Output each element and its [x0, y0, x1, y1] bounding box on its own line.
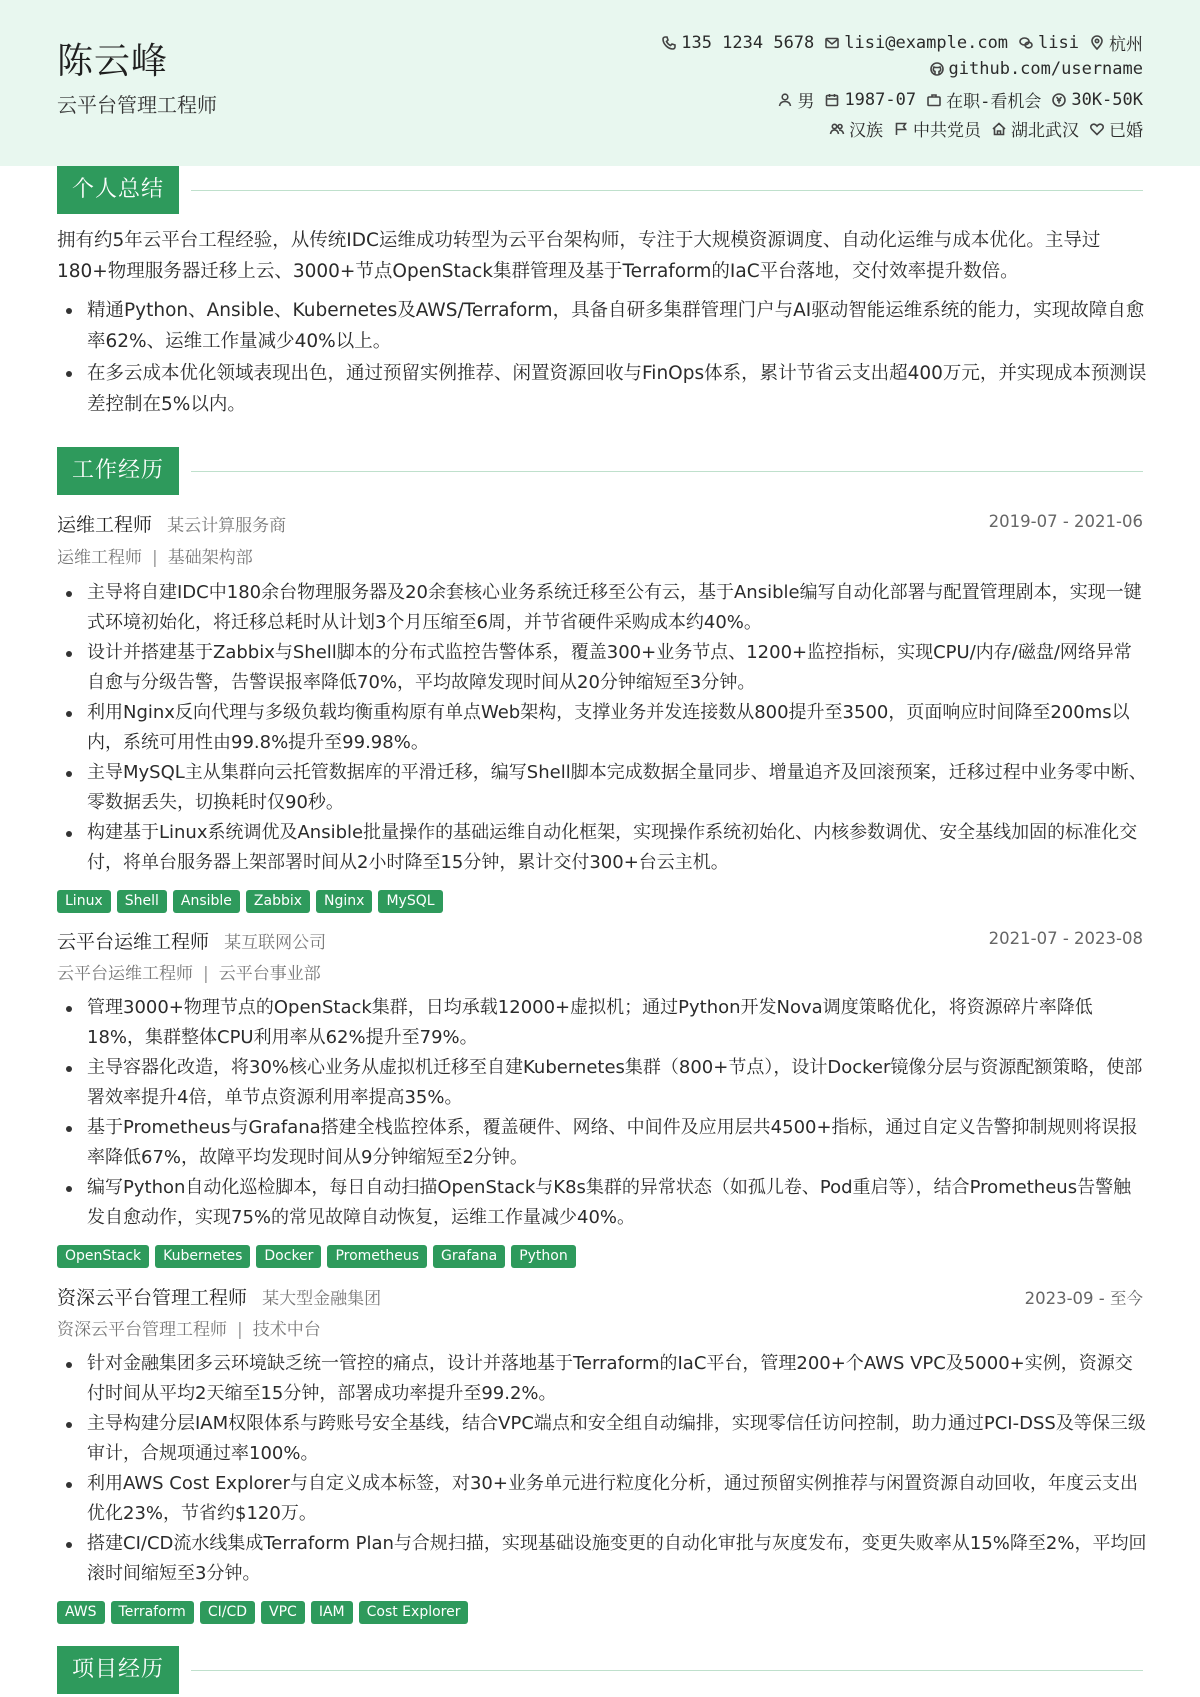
job-bullet: 主导MySQL主从集群向云托管数据库的平滑迁移，编写Shell脚本完成数据全量同步、增量追齐及回滚预案，迁移过程中业务零中断、零数据丢失，切换耗时仅90秒。 [57, 758, 1147, 818]
summary-bullets [57, 295, 1147, 420]
job-bullet: 管理3000+物理节点的OpenStack集群，日均承载12000+虚拟机；通过Python开发Nova调度策略优化，将资源碎片率降低18%，集群整体CPU利用率从62%提升至79%。 [57, 993, 1147, 1053]
skill-tag: Ansible [173, 890, 240, 913]
job-date: 2019-07 - 2021-06 [988, 512, 1143, 531]
section-projects-header [57, 1646, 1143, 1694]
job-tags [57, 1245, 576, 1268]
skill-tag: Python [511, 1245, 576, 1268]
job-position: 云平台运维工程师 [57, 964, 193, 984]
job-subline [57, 959, 321, 984]
email-item[interactable] [824, 33, 1008, 53]
candidate-title: 云平台管理工程师 [57, 93, 217, 117]
job-company: 某互联网公司 [224, 933, 327, 953]
summary-bullet: 精通Python、Ansible、Kubernetes及AWS/Terraform，具备自研多集群管理门户与AI驱动智能运维系统的能力，实现故障自愈率62%、运维工作量减少40%以上。 [57, 295, 1147, 357]
skill-tag: Zabbix [246, 890, 310, 913]
skill-tag: Shell [117, 890, 167, 913]
section-work-title: 工作经历 [57, 447, 179, 495]
section-projects-title: 项目经历 [57, 1646, 179, 1694]
job-bullet: 基于Prometheus与Grafana搭建全栈监控体系，覆盖硬件、网络、中间件及应用层共4500+指标，通过自定义告警抑制规则将误报率降低67%，故障平均发现时间从9分钟缩短至2分钟。 [57, 1113, 1147, 1173]
job-bullet: 构建基于Linux系统调优及Ansible批量操作的基础运维自动化框架，实现操作系统初始化、内核参数调优、安全基线加固的标准化交付，将单台服务器上架部署时间从2小时降至15分钟，累计交付300+台云主机。 [57, 818, 1147, 878]
job-subline [57, 543, 253, 568]
wechat-icon [1018, 35, 1034, 51]
job-bullet: 针对金融集团多云环境缺乏统一管控的痛点，设计并落地基于Terraform的IaC平台，管理200+个AWS VPC及5000+实例，资源交付时间从平均2天缩至15分钟，部署成功率提升至99.2%。 [57, 1349, 1147, 1409]
email-text: lisi@example.com [844, 32, 1009, 53]
gender-item [777, 87, 814, 112]
politics-item [893, 116, 981, 141]
gender-text: 男 [797, 92, 815, 112]
job-bullet: 主导构建分层IAM权限体系与跨账号安全基线，结合VPC端点和安全组自动编排，实现零信任访问控制，助力通过PCI-DSS及等保三级审计，合规项通过率100%。 [57, 1409, 1147, 1469]
job-header [57, 1283, 1143, 1309]
skill-tag: AWS [57, 1601, 105, 1624]
job-dept: 云平台事业部 [218, 964, 321, 984]
separator: | [203, 964, 209, 984]
flag-icon [893, 121, 909, 137]
ethnicity-text: 汉族 [849, 121, 883, 141]
marital-text: 已婚 [1109, 121, 1143, 141]
job-bullet: 利用AWS Cost Explorer与自定义成本标签，对30+业务单元进行粒度化分析，通过预留实例推荐与闲置资源自动回收，年度云支出优化23%，节省约$120万。 [57, 1469, 1147, 1529]
phone-icon [661, 35, 677, 51]
job-role: 云平台运维工程师 [57, 931, 210, 953]
job-bullet: 搭建CI/CD流水线集成Terraform Plan与合规扫描，实现基础设施变更的自动化审批与灰度发布，变更失败率从15%降至2%，平均回滚时间缩短至3分钟。 [57, 1529, 1147, 1589]
calendar-icon [824, 92, 840, 108]
skill-tag: OpenStack [57, 1245, 149, 1268]
separator: | [237, 1320, 243, 1340]
job-dept: 基础架构部 [167, 548, 253, 568]
hometown-text: 湖北武汉 [1011, 121, 1079, 141]
candidate-name: 陈云峰 [57, 41, 169, 82]
city-text: 杭州 [1109, 35, 1143, 55]
home-icon [991, 121, 1007, 137]
job-bullet: 利用Nginx反向代理与多级负载均衡重构原有单点Web架构，支撑业务并发连接数从800提升至3500，页面响应时间降至200ms以内，系统可用性由99.8%提升至99.98%。 [57, 698, 1147, 758]
job-date: 2023-09 - 至今 [1024, 1289, 1143, 1308]
job-bullets [57, 993, 1147, 1233]
section-work-header [57, 447, 1143, 495]
section-divider [191, 190, 1143, 191]
job-bullet: 编写Python自动化巡检脚本，每日自动扫描OpenStack与K8s集群的异常状态（如孤儿卷、Pod重启等），结合Prometheus告警触发自愈动作，实现75%的常见故障自动恢复，运维工作量减少40%。 [57, 1173, 1147, 1233]
job-position: 资深云平台管理工程师 [57, 1320, 227, 1340]
heart-icon [1089, 121, 1105, 137]
job-position: 运维工程师 [57, 548, 142, 568]
separator: | [152, 548, 158, 568]
skill-tag: Nginx [316, 890, 372, 913]
briefcase-icon [926, 92, 942, 108]
summary-intro: 拥有约5年云平台工程经验，从传统IDC运维成功转型为云平台架构师，专注于大规模资源调度、自动化运维与成本优化。主导过180+物理服务器迁移上云、3000+节点OpenStack集群管理及基于Terraform的IaC平台落地，交付效率提升数倍。 [57, 230, 1101, 282]
skill-tag: Prometheus [327, 1245, 427, 1268]
job-bullets [57, 1349, 1147, 1589]
skill-tag: Grafana [433, 1245, 505, 1268]
job-bullet: 设计并搭建基于Zabbix与Shell脚本的分布式监控告警体系，覆盖300+业务节点、1200+监控指标，实现CPU/内存/磁盘/网络异常自愈与分级告警，告警误报率降低70%，平均故障发现时间从20分钟缩短至3分钟。 [57, 638, 1147, 698]
ethnicity-item [829, 116, 883, 141]
birth-text: 1987-07 [844, 89, 917, 110]
job-header [57, 510, 1143, 536]
job-header [57, 927, 1143, 953]
contact-row-2 [919, 59, 1143, 79]
skill-tag: IAM [311, 1601, 353, 1624]
skill-tag: MySQL [378, 890, 442, 913]
skill-tag: CI/CD [200, 1601, 255, 1624]
skill-tag: Docker [256, 1245, 321, 1268]
github-icon [929, 61, 945, 77]
github-text: github.com/username [948, 59, 1143, 79]
skill-tag: Cost Explorer [359, 1601, 469, 1624]
mail-icon [824, 35, 840, 51]
job-subline [57, 1315, 321, 1340]
resume-header [0, 0, 1200, 166]
status-text: 在职-看机会 [946, 92, 1042, 112]
skill-tag: Kubernetes [155, 1245, 250, 1268]
job-role: 资深云平台管理工程师 [57, 1287, 248, 1309]
summary-bullet: 在多云成本优化领域表现出色，通过预留实例推荐、闲置资源回收与FinOps体系，累计节省云支出超400万元，并实现成本预测误差控制在5%以内。 [57, 358, 1147, 420]
user-icon [777, 92, 793, 108]
section-divider [191, 471, 1143, 472]
salary-item [1051, 90, 1143, 110]
phone-text: 135 1234 5678 [681, 32, 815, 53]
job-bullet: 主导将自建IDC中180余台物理服务器及20余套核心业务系统迁移至公有云，基于Ansible编写自动化部署与配置管理剧本，实现一键式环境初始化，将迁移总耗时从计划3个月压缩至6周，并节省硬件采购成本约40%。 [57, 578, 1147, 638]
section-divider [191, 1670, 1143, 1671]
job-company: 某云计算服务商 [167, 516, 287, 536]
job-tags [57, 890, 443, 913]
job-bullets [57, 578, 1147, 878]
politics-text: 中共党员 [913, 121, 981, 141]
contact-row-4 [819, 116, 1143, 141]
marital-item [1089, 116, 1143, 141]
job-tags [57, 1601, 468, 1624]
skill-tag: VPC [261, 1601, 305, 1624]
wechat-item[interactable] [1018, 33, 1079, 53]
skill-tag: Terraform [111, 1601, 194, 1624]
birth-item [824, 90, 916, 110]
job-date: 2021-07 - 2023-08 [988, 929, 1143, 948]
section-summary-title: 个人总结 [57, 166, 179, 214]
job-bullet: 主导容器化改造，将30%核心业务从虚拟机迁移至自建Kubernetes集群（800+节点），设计Docker镜像分层与资源配额策略，使部署效率提升4倍，单节点资源利用率提高35%。 [57, 1053, 1147, 1113]
phone-item[interactable] [661, 33, 814, 53]
status-item [926, 87, 1041, 112]
people-icon [829, 121, 845, 137]
job-company: 某大型金融集团 [262, 1289, 382, 1309]
github-item[interactable] [929, 59, 1143, 79]
job-dept: 技术中台 [252, 1320, 321, 1340]
salary-text: 30K-50K [1071, 89, 1143, 110]
section-summary-header [57, 166, 1143, 214]
wechat-text: lisi [1038, 32, 1079, 53]
city-item [1089, 30, 1143, 55]
location-icon [1089, 35, 1105, 51]
money-icon [1051, 92, 1067, 108]
skill-tag: Linux [57, 890, 111, 913]
contact-row-3 [767, 87, 1143, 112]
hometown-item [991, 116, 1079, 141]
contact-row-1 [651, 30, 1143, 55]
job-role: 运维工程师 [57, 514, 153, 536]
